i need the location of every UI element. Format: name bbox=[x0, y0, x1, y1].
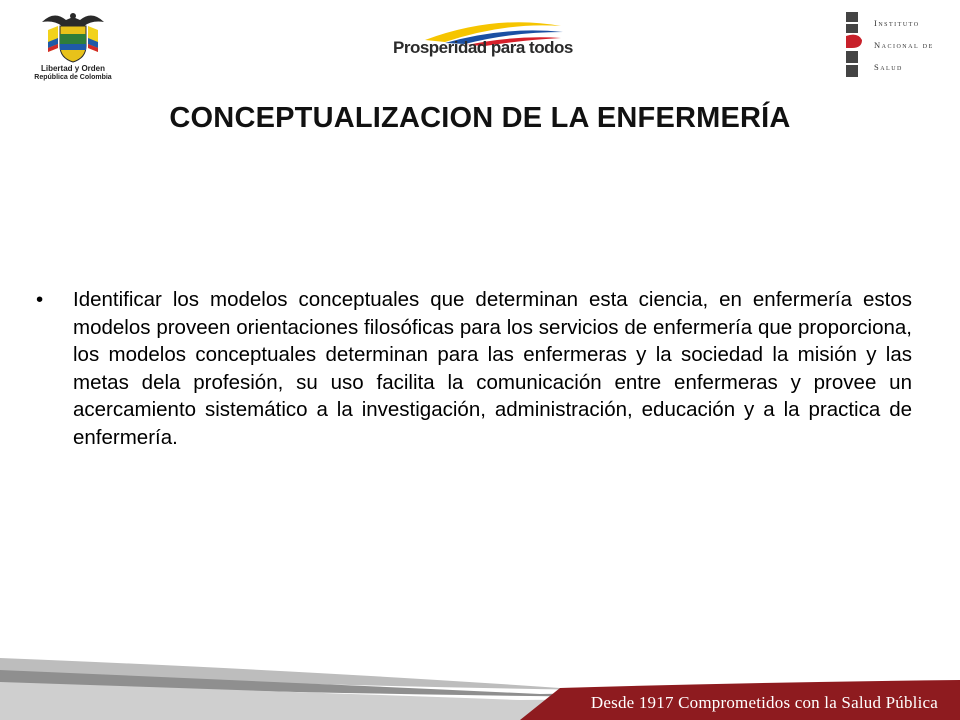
ins-logo bbox=[840, 10, 950, 80]
coat-of-arms-caption-country: República de Colombia bbox=[34, 74, 112, 81]
prosperidad-logo-text: Prosperidad para todos bbox=[393, 38, 573, 57]
bullet-item bbox=[36, 286, 912, 451]
footer-band bbox=[0, 630, 960, 720]
prosperidad-logo bbox=[385, 16, 585, 76]
coat-of-arms-logo bbox=[30, 8, 116, 82]
bullet-marker: • bbox=[36, 288, 44, 311]
ins-emblem-icon bbox=[840, 10, 870, 80]
footer-slogan: Desde 1917 Comprometidos con la Salud Pública bbox=[590, 693, 938, 712]
ins-logo-line2: Nacional de bbox=[874, 40, 934, 50]
ins-logo-line3: Salud bbox=[874, 62, 903, 72]
bullet-list bbox=[36, 286, 912, 451]
slide-title: CONCEPTUALIZACION DE LA ENFERMERÍA bbox=[169, 102, 791, 134]
bullet-text: Identificar los modelos conceptuales que determinan esta ciencia, en enfermería estos modelos proveen orientaciones filosóficas para los servicios de enfermería que proporciona, los modelos conceptuales determinan para las enfermeras y la sociedad la misión y las metas dela profesión, su uso facilita la comunicación entre enfermeras y provee un acercamiento sistemático a la investigación, administración, educación y a la practica de enfermería. bbox=[73, 288, 912, 449]
ins-logo-line1: Instituto bbox=[874, 18, 920, 28]
coat-of-arms-icon bbox=[30, 8, 116, 64]
coat-of-arms-caption-motto: Libertad y Orden bbox=[40, 64, 105, 73]
